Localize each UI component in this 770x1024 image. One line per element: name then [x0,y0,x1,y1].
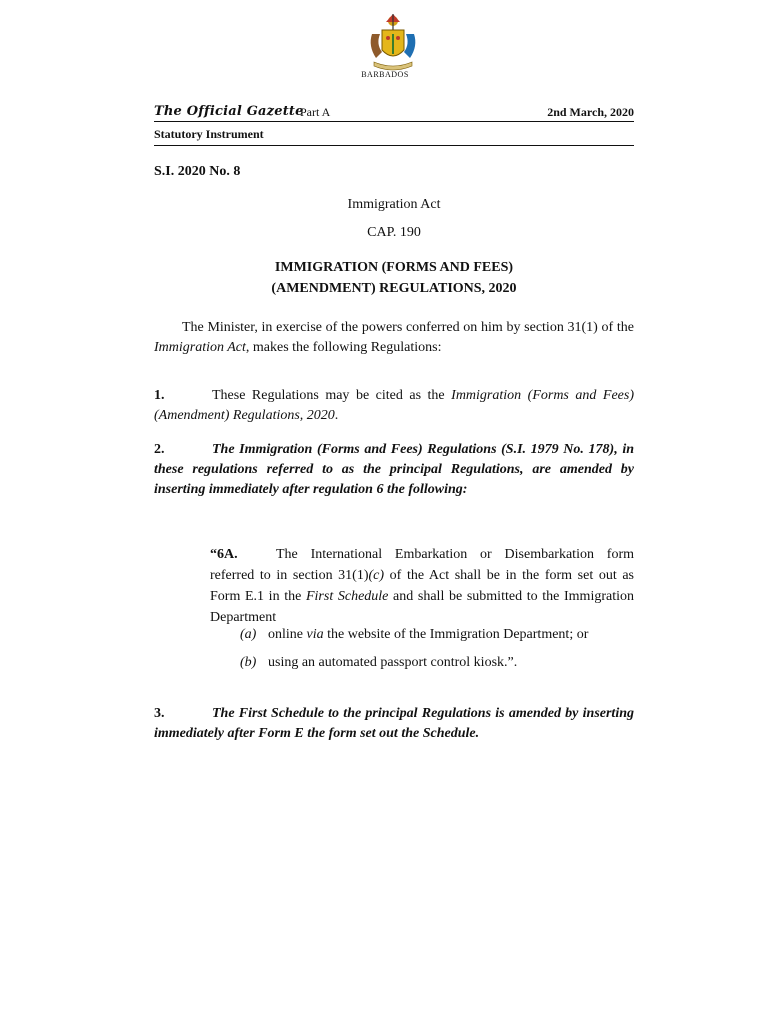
regulation-2-number: 2. [154,442,165,457]
regulation-2 [154,440,634,500]
header-rule-bottom [154,145,634,146]
preamble [154,318,634,358]
list-item-a-label: (a) [240,627,257,642]
list-item-b-text: using an automated passport control kiosk.”. [268,655,518,670]
preamble-act: Immigration Act [154,340,246,355]
regulation-1 [154,386,634,426]
header-rule-top [154,121,634,122]
regulation-6a [210,544,634,628]
regulation-6a-para-c: (c) [368,568,385,583]
category-label: Statutory Instrument [154,127,264,141]
list-item-b-label: (b) [240,655,257,670]
list-item-b [240,655,517,671]
coat-of-arms-icon [364,12,422,76]
title-line-1: IMMIGRATION (FORMS AND FEES) [274,260,514,275]
act-name: Immigration Act [347,197,441,212]
regulation-1-citation: Immigration (Forms and Fees) (Amendment) Regulations, 2020 [154,388,634,423]
preamble-text-1: The Minister, in exercise of the powers conferred on him by section 31(1) of the [182,320,634,335]
regulation-1-number: 1. [154,388,165,403]
list-item-a-text: online [268,627,307,642]
regulation-2-text: The Immigration (Forms and Fees) Regulations (S.I. 1979 No. 178), in these regulations referred to as the principal Regulations, are amended by inserting immediately after regulation 6 the following: [154,442,634,497]
regulation-6a-number: “6A. [210,547,238,562]
regulation-3 [154,704,634,744]
regulation-6a-text-1: The International Embarkation or Disembarkation form referred to in section 31(1) [210,547,634,583]
list-item-a-via: via [306,627,324,642]
regulations-title [154,257,634,299]
country-label: BARBADOS [361,70,409,79]
cap-number: CAP. 190 [367,225,421,240]
regulation-1-text: These Regulations may be cited as the [212,388,452,403]
regulation-6a-text-2: of the Act shall be in the form set out as Form E.1 in the [210,568,634,604]
list-item-a-text-end: the website of the Immigration Department; or [323,627,589,642]
gazette-date: 2nd March, 2020 [547,105,634,119]
preamble-text-2: , makes the following Regulations: [245,340,442,355]
si-number: S.I. 2020 No. 8 [154,164,241,179]
title-line-2: (AMENDMENT) REGULATIONS, 2020 [271,281,517,296]
regulation-3-text: The First Schedule to the principal Regulations is amended by inserting immediately after Form E the form set out the Schedule. [154,706,634,741]
regulation-3-number: 3. [154,706,165,721]
gazette-title: The Official Gazette [154,104,304,119]
regulation-1-end: . [334,408,339,423]
list-item-a [240,627,588,643]
regulation-6a-schedule: First Schedule [305,589,389,604]
regulation-6a-text-3: and shall be submitted to the Immigration Department [210,589,634,625]
part-label: Part A [300,105,331,119]
